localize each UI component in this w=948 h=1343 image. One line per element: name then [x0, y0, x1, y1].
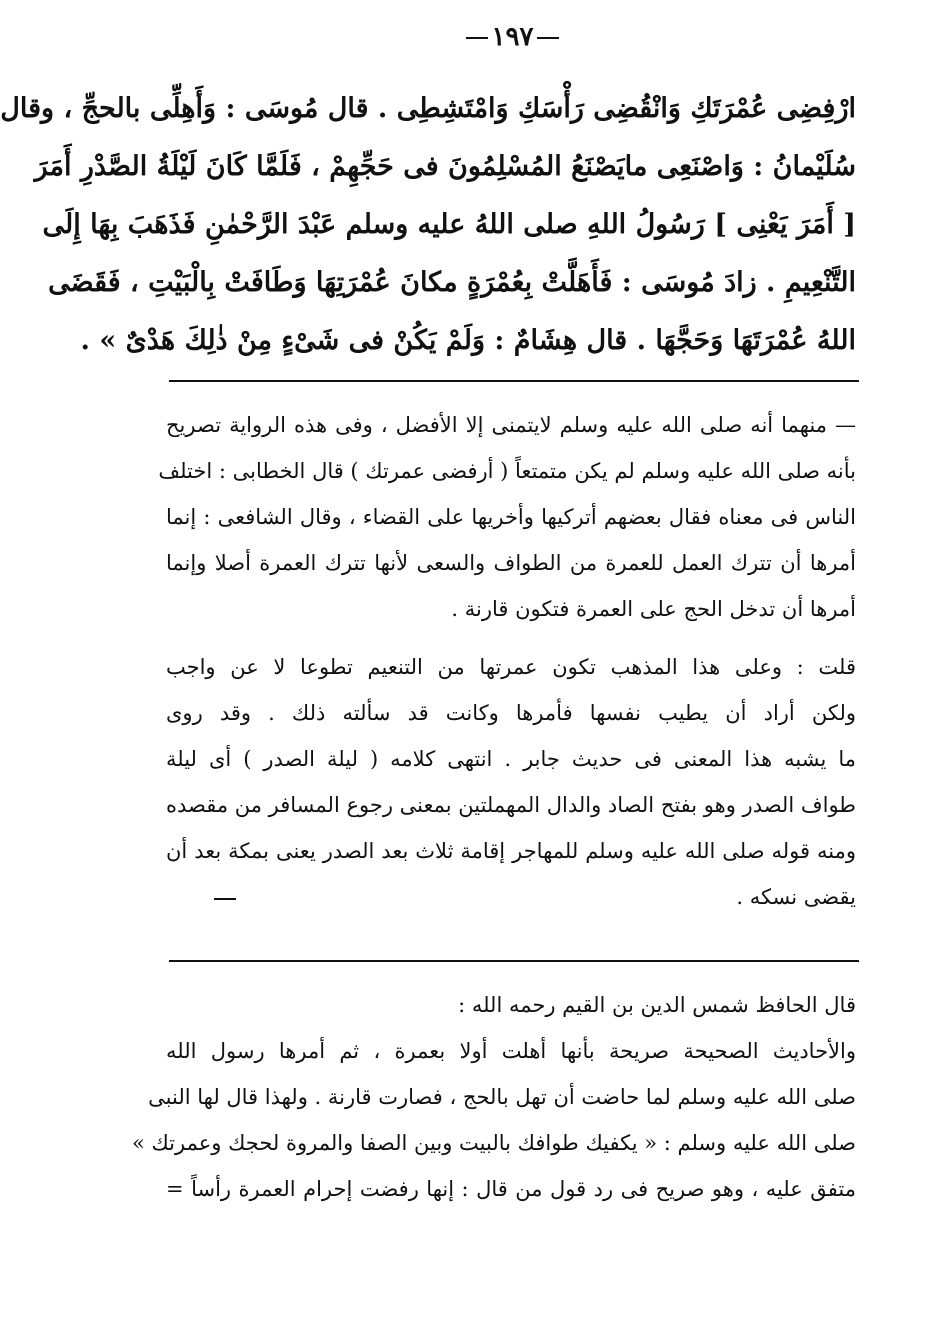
main-text-line: [ أَمَرَ يَعْنِى ] رَسُولُ اللهِ صلى اللهُ عليه وسلم عَبْدَ الرَّحْمٰنِ فَذَهَبَ بِهَا إِلَى: [42, 209, 856, 240]
main-text-line: التَّنْعِيمِ . زادَ مُوسَى : فَأَهَلَّتْ بِعُمْرَةٍ مكانَ عُمْرَتِهَا وَطَافَتْ بِالْبَيْتِ ، فَقَضَى: [48, 267, 856, 298]
commentary-line: ولكن أراد أن يطيب نفسها فأمرها وكانت قد سألته ذلك . وقد روى: [166, 701, 856, 725]
commentary-line: طواف الصدر وهو بفتح الصاد والدال المهملتين بمعنى رجوع المسافر من مقصده: [165, 793, 856, 817]
commentary-heading: قال الحافظ شمس الدين بن القيم رحمه الله :: [458, 993, 856, 1017]
commentary-line: متفق عليه ، وهو صريح فى رد قول من قال : إنها رفضت إحرام العمرة رأساً =: [166, 1177, 856, 1201]
commentary-paragraph-2: [166, 644, 856, 920]
continuation-dash: [214, 898, 236, 900]
commentary-paragraph-1: [158, 402, 856, 632]
commentary-line: — منهما أنه صلى الله عليه وسلم لايتمنى إلا الأفضل ، وفى هذه الرواية تصريح: [166, 413, 856, 437]
main-text-line: سُلَيْمانُ : وَاصْنَعِى مايَصْنَعُ المُسْلِمُونَ فى حَجِّهِمْ ، فَلَمَّا كَانَ لَيْلَةُ الصَّدْرِ أَمَرَ: [34, 151, 856, 182]
commentary-line: أمرها أن تدخل الحج على العمرة فتكون قارنة .: [451, 597, 856, 621]
commentary-line: أمرها أن تترك العمل للعمرة من الطواف والسعى لأنها تترك العمرة أصلا وإنما: [166, 551, 856, 575]
commentary-section-1: [158, 402, 856, 920]
main-text-line: اللهُ عُمْرَتَهَا وَحَجَّهَا . قال هِشَامٌ : وَلَمْ يَكُنْ فى شَىْءٍ مِنْ ذٰلِكَ هَدْىٌ » .: [80, 325, 856, 356]
commentary-line: الناس فى معناه فقال بعضهم أتركيها وأخريها على القضاء ، وقال الشافعى : إنما: [166, 505, 856, 529]
commentary-line: ما يشبه هذا المعنى فى حديث جابر . انتهى كلامه ( ليلة الصدر ) أى ليلة: [166, 747, 856, 771]
page-number-dash-left: [466, 37, 488, 39]
section-divider-2: [169, 960, 859, 962]
commentary-line: صلى الله عليه وسلم : « يكفيك طوافك بالبيت وبين الصفا والمروة لحجك وعمرتك »: [131, 1131, 856, 1155]
main-text-line: ارْفِضِى عُمْرَتَكِ وَانْقُضِى رَأْسَكِ وَامْتَشِطِى . قال مُوسَى : وَأَهِلِّى بالحجِّ ، وقال: [0, 93, 856, 124]
section-divider: [169, 380, 859, 382]
commentary-section-2: [131, 982, 856, 1212]
page-number: [77, 22, 948, 52]
paragraph-gap: [166, 632, 856, 644]
main-hadith-text: [0, 80, 856, 370]
commentary-line-text: يقضى نسكه .: [736, 885, 856, 909]
commentary-line: قلت : وعلى هذا المذهب تكون عمرتها من التنعيم تطوعا لا عن واجب: [166, 655, 856, 679]
commentary-line-final: [166, 874, 856, 920]
commentary-line: صلى الله عليه وسلم لما حاضت أن تهل بالحج ، فصارت قارنة . ولهذا قال لها النبى: [148, 1085, 856, 1109]
commentary-line: ومنه قوله صلى الله عليه وسلم للمهاجر إقامة ثلاث بعد الصدر يعنى بمكة بعد أن: [166, 839, 856, 863]
commentary-line: والأحاديث الصحيحة صريحة بأنها أهلت أولا بعمرة ، ثم أمرها رسول الله: [166, 1039, 856, 1063]
page-number-dash-right: [537, 37, 559, 39]
commentary-line: بأنه صلى الله عليه وسلم لم يكن متمتعاً ( أرفضى عمرتك ) قال الخطابى : اختلف: [158, 459, 856, 483]
page-number-text: ١٩٧: [491, 22, 534, 52]
